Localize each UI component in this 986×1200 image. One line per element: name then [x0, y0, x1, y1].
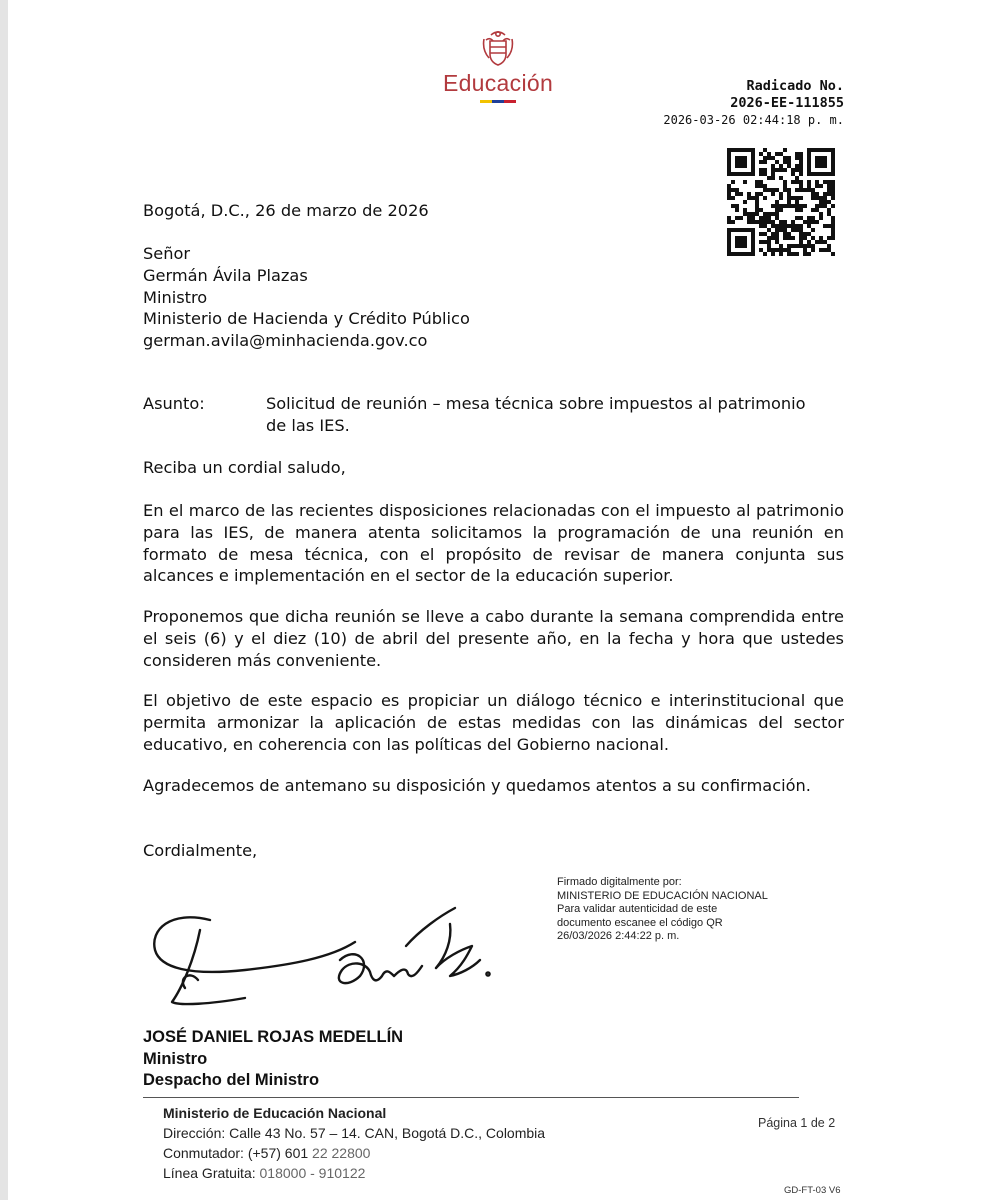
footer-toll-free-label: Línea Gratuita: [163, 1165, 256, 1181]
footer [163, 1103, 545, 1183]
subject-label: Asunto: [143, 394, 205, 413]
recipient-email: german.avila@minhacienda.gov.co [143, 331, 428, 351]
paragraph-4: Agradecemos de antemano su disposición y quedamos atentos a su confirmación. [143, 776, 811, 795]
recipient-name: Germán Ávila Plazas [143, 265, 308, 285]
coat-of-arms-icon [481, 28, 515, 68]
radicado-label: Radicado No. [746, 78, 844, 94]
subject-text [266, 393, 856, 437]
paragraph-2: Proponemos que dicha reunión se lleve a cabo durante la semana comprendida entre el seis (6) y el diez (10) de abril del presente año, en la fecha y hora que ustedes consideren más conveniente. [143, 607, 844, 670]
form-code: GD-FT-03 V6 [784, 1185, 841, 1196]
digital-signature-line: Para validar autenticidad de este [557, 903, 718, 915]
recipient-block [143, 243, 470, 352]
subject-line-1: Solicitud de reunión – mesa técnica sobre impuestos al patrimonio [266, 394, 806, 413]
recipient-salutation: Señor [143, 244, 191, 263]
footer-address: Dirección: Calle 43 No. 57 – 14. CAN, Bogotá D.C., Colombia [163, 1125, 546, 1141]
place-date: Bogotá, D.C., 26 de marzo de 2026 [143, 201, 429, 220]
digital-signature-line: 26/03/2026 2:44:22 p. m. [557, 930, 680, 942]
footer-phone-number: 22 22800 [312, 1145, 371, 1161]
signer-name: JOSÉ DANIEL ROJAS MEDELLÍN [143, 1028, 404, 1046]
filing-stamp [663, 78, 844, 129]
ministry-logo [438, 28, 558, 103]
qr-code [727, 148, 837, 260]
signer-title: Ministro [143, 1049, 208, 1068]
recipient-title: Ministro [143, 287, 208, 307]
signer-office: Despacho del Ministro [143, 1071, 320, 1089]
footer-toll-free [163, 1163, 545, 1183]
greeting: Reciba un cordial saludo, [143, 458, 346, 477]
signer-block [143, 1027, 403, 1092]
footer-phone-prefix: (+57) 601 [247, 1145, 309, 1161]
digital-signature-line: Firmado digitalmente por: [557, 876, 682, 888]
closing: Cordialmente, [143, 841, 258, 860]
paragraph-1: En el marco de las recientes disposiciones relacionadas con el impuesto al patrimonio para las IES, de manera atenta solicitamos la programación de una reunión en formato de mesa técnica, con el propósito de revisar de manera conjunta sus alcances e implementación en el sector de la educación superior. [143, 501, 844, 586]
digital-signature-line: documento escanee el código QR [557, 916, 723, 929]
footer-org: Ministerio de Educación Nacional [163, 1105, 387, 1121]
digital-signature-note [557, 876, 768, 944]
logo-wordmark: Educación [442, 70, 554, 96]
radicado-timestamp: 2026-03-26 02:44:18 p. m. [663, 113, 844, 127]
footer-phone-label: Conmutador: [163, 1145, 244, 1161]
page-number: Página 1 de 2 [758, 1116, 836, 1130]
radicado-number: 2026-EE-111855 [730, 95, 844, 111]
footer-toll-free-number: 018000 - 910122 [259, 1165, 366, 1181]
qr-code-icon [727, 148, 837, 256]
footer-divider [143, 1097, 799, 1098]
digital-signature-line: MINISTERIO DE EDUCACIÓN NACIONAL [557, 889, 768, 902]
flag-stripe [480, 100, 516, 103]
page-edge [0, 0, 8, 1200]
paragraph-3: El objetivo de este espacio es propiciar un diálogo técnico e interinstitucional que permita armonizar la aplicación de estas medidas con las dinámicas del sector educativo, en coherencia con las políticas del Gobierno nacional. [143, 691, 844, 754]
handwritten-signature [150, 880, 500, 1020]
subject-line-2: de las IES. [266, 415, 350, 435]
recipient-organization: Ministerio de Hacienda y Crédito Público [143, 309, 470, 329]
footer-phone [163, 1143, 545, 1163]
